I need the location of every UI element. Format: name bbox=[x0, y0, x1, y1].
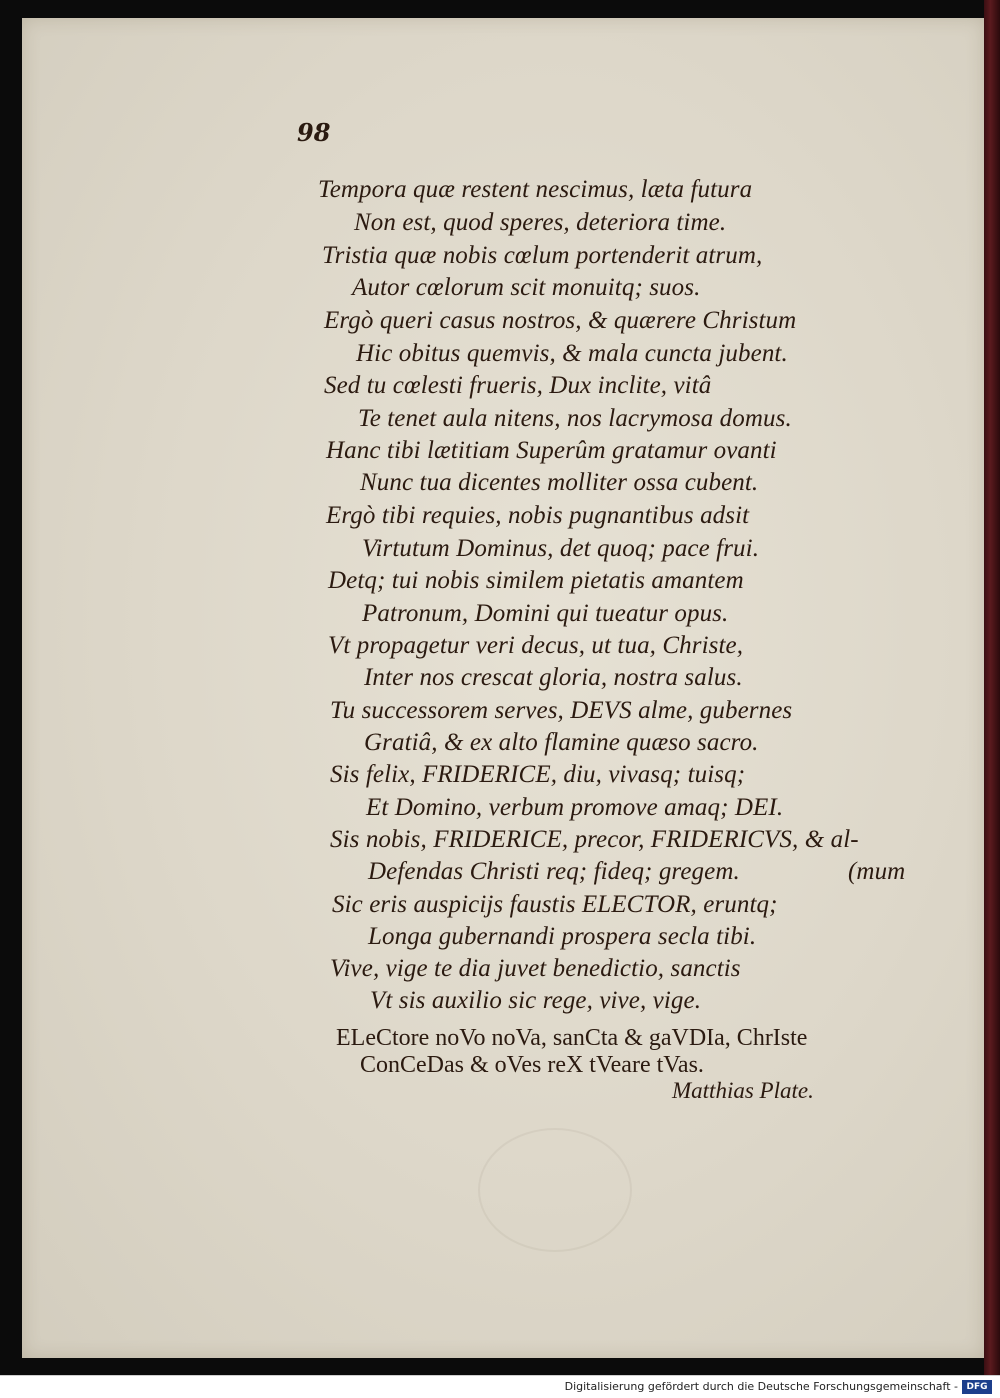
scan-edge bbox=[984, 0, 1000, 1375]
funding-notice: Digitalisierung gefördert durch die Deutsche Forschungsgemeinschaft - bbox=[564, 1380, 958, 1393]
poem-line: Gratiâ, & ex alto flamine quæso sacro. bbox=[364, 729, 759, 756]
poem-line: Vt propagetur veri decus, ut tua, Christe, bbox=[328, 632, 744, 659]
library-stamp-faint bbox=[478, 1128, 632, 1252]
poem-line: Ergò tibi requies, nobis pugnantibus adsit bbox=[326, 502, 750, 529]
dfg-logo-icon: DFG bbox=[962, 1380, 992, 1394]
chronogram-line: ConCeDas & oVes reX tVeare tVas. bbox=[360, 1052, 704, 1078]
poem-line: Inter nos crescat gloria, nostra salus. bbox=[364, 664, 743, 691]
poem-line: Tristia quæ nobis cœlum portenderit atrum, bbox=[322, 242, 763, 269]
page-number: 98 bbox=[297, 118, 331, 147]
poem-line: Tu successorem serves, DEVS alme, gubernes bbox=[330, 697, 793, 724]
poem-line: Sis nobis, FRIDERICE, precor, FRIDERICVS, & al- bbox=[330, 826, 859, 853]
poem-line: Autor cœlorum scit monuitq; suos. bbox=[352, 274, 701, 301]
poem-line: Vt sis auxilio sic rege, vive, vige. bbox=[370, 987, 702, 1014]
poem-line: Patronum, Domini qui tueatur opus. bbox=[362, 600, 729, 627]
poem-line: Et Domino, verbum promove amaq; DEI. bbox=[366, 794, 784, 821]
poem-line: Te tenet aula nitens, nos lacrymosa domus. bbox=[358, 405, 792, 432]
turnover-word: (mum bbox=[848, 858, 906, 885]
chronogram-line: ELeCtore noVo noVa, sanCta & gaVDIa, ChrIste bbox=[336, 1025, 808, 1051]
poem-line: Ergò queri casus nostros, & quærere Christum bbox=[324, 307, 797, 334]
author-signature: Matthias Plate. bbox=[672, 1078, 814, 1103]
poem-line: Tempora quæ restent nescimus, læta futura bbox=[318, 176, 753, 203]
poem-line: Detq; tui nobis similem pietatis amantem bbox=[328, 567, 744, 594]
poem-line: Sed tu cœlesti frueris, Dux inclite, vitâ bbox=[324, 372, 712, 399]
poem-line: Sic eris auspicijs faustis ELECTOR, eruntq; bbox=[332, 891, 778, 918]
poem-line: Defendas Christi req; fideq; gregem. bbox=[368, 858, 740, 885]
poem-line: Vive, vige te dia juvet benedictio, sanctis bbox=[330, 955, 741, 982]
poem-line: Longa gubernandi prospera secla tibi. bbox=[368, 923, 757, 950]
poem-line: Hanc tibi lætitiam Superûm gratamur ovanti bbox=[326, 437, 777, 464]
poem-line: Non est, quod speres, deteriora time. bbox=[354, 209, 727, 236]
poem-line: Nunc tua dicentes molliter ossa cubent. bbox=[360, 469, 759, 496]
poem-line: Virtutum Dominus, det quoq; pace frui. bbox=[362, 535, 760, 562]
footer-bar bbox=[0, 1375, 1000, 1398]
poem-line: Sis felix, FRIDERICE, diu, vivasq; tuisq; bbox=[330, 761, 746, 788]
poem-line: Hic obitus quemvis, & mala cuncta jubent. bbox=[356, 340, 788, 367]
